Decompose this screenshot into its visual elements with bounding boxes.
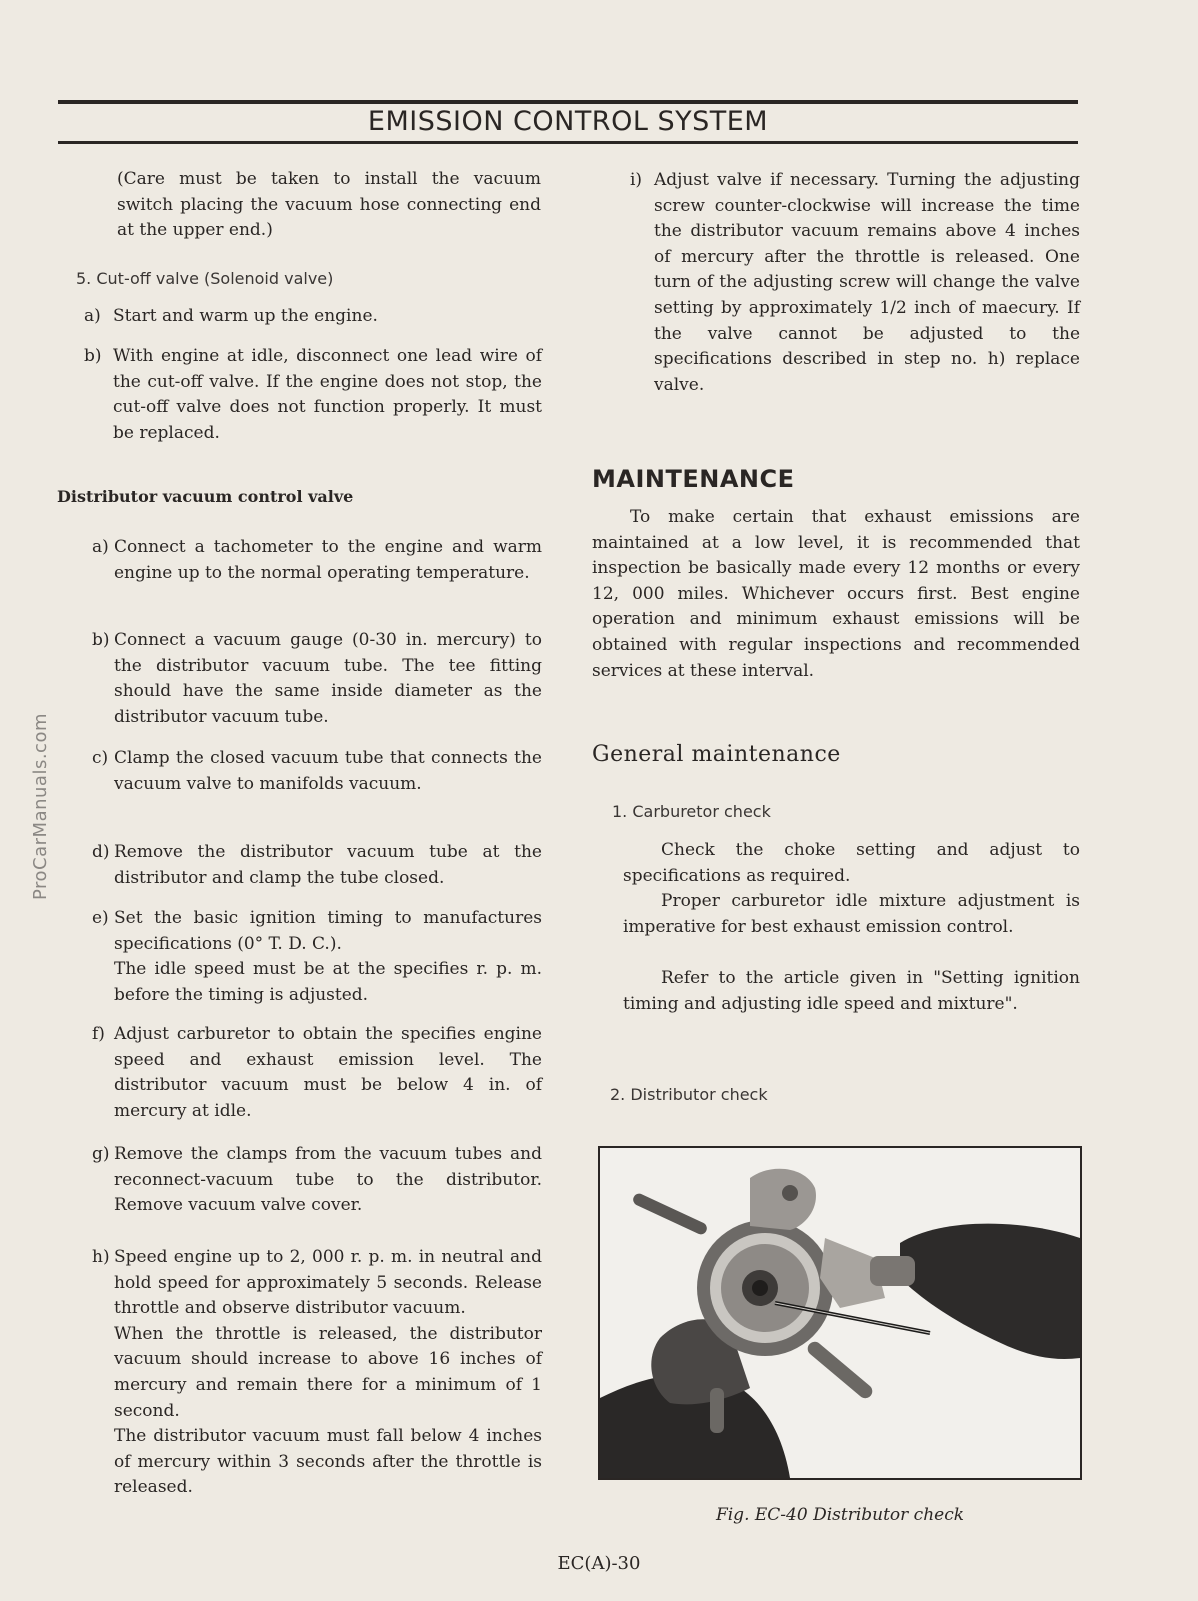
watermark: ProCarManuals.com xyxy=(30,712,51,900)
distributor-illustration xyxy=(600,1148,1080,1478)
step-text-part: The distributor vacuum must fall below 4 inches of mercury within 3 seconds after the throttle is released. xyxy=(114,1426,542,1498)
page-number: EC(A)-30 xyxy=(557,1553,641,1574)
step-label: e) xyxy=(92,908,109,928)
care-note: (Care must be taken to install the vacuum switch placing the vacuum hose connecting end at the upper end.) xyxy=(117,169,541,241)
step-label: h) xyxy=(92,1247,110,1267)
header-rule-top xyxy=(58,100,1078,104)
step-text: Connect a tachometer to the engine and warm engine up to the normal operating temperature. xyxy=(114,537,542,583)
carb-paragraph: Refer to the article given in "Setting ignition timing and adjusting idle speed and mixture". xyxy=(623,968,1080,1014)
carb-paragraph: Proper carburetor idle mixture adjustment is imperative for best exhaust emission control. xyxy=(623,891,1080,937)
step-text: Adjust valve if necessary. Turning the adjusting screw counter-clockwise will increase the time the distributor vacuum remains above 4 inches of mercury after the throttle is released. One turn of the adjusting screw will change the valve setting by approximately 1/2 inch of maecury. If the valve cannot be adjusted to the specifications described in step no. h) replace valve. xyxy=(654,170,1080,395)
step-text-part: Set the basic ignition timing to manufactures specifications (0° T. D. C.). xyxy=(114,908,542,954)
page-title: EMISSION CONTROL SYSTEM xyxy=(367,106,769,137)
step-text: Remove the clamps from the vacuum tubes and reconnect-vacuum tube to the distributor. Remove vacuum valve cover. xyxy=(114,1144,542,1216)
step-text-part: Speed engine up to 2, 000 r. p. m. in neutral and hold speed for approximately 5 seconds. Release throttle and observe distributor vacuum. xyxy=(114,1247,542,1319)
step-text: Remove the distributor vacuum tube at the distributor and clamp the tube closed. xyxy=(114,842,542,888)
step-text xyxy=(114,906,542,1008)
step-text xyxy=(114,1245,542,1501)
item-label: b) xyxy=(84,346,102,366)
header-rule-bottom xyxy=(58,141,1078,144)
distributor-check-heading: 2. Distributor check xyxy=(610,1085,768,1104)
step-text: Connect a vacuum gauge (0-30 in. mercury) to the distributor vacuum tube. The tee fitting should have the same inside diameter as the distributor vacuum tube. xyxy=(114,630,542,727)
carburetor-check-heading: 1. Carburetor check xyxy=(612,802,771,821)
step-label: i) xyxy=(630,170,643,190)
step-text: Clamp the closed vacuum tube that connects the vacuum valve to manifolds vacuum. xyxy=(114,748,542,794)
figure-caption: Fig. EC-40 Distributor check xyxy=(715,1505,965,1525)
step-label: a) xyxy=(92,537,109,557)
maintenance-heading: MAINTENANCE xyxy=(592,465,795,493)
step-label: d) xyxy=(92,842,110,862)
step-text-part: The idle speed must be at the specifies r. p. m. before the timing is adjusted. xyxy=(114,959,542,1005)
carb-paragraph: Check the choke setting and adjust to specifications as required. xyxy=(623,840,1080,886)
cutoff-heading: 5. Cut-off valve (Solenoid valve) xyxy=(76,269,334,288)
item-label: a) xyxy=(84,306,101,326)
general-maintenance-heading: General maintenance xyxy=(592,742,841,767)
step-label: g) xyxy=(92,1144,110,1164)
step-label: b) xyxy=(92,630,110,650)
maintenance-text: To make certain that exhaust emissions are maintained at a low level, it is recommended that inspection be basically made every 12 months or every 12, 000 miles. Whichever occurs first. Best engine operation and minimum exhaust emissions will be obtained with regular inspections and recommended services at these interval. xyxy=(592,507,1080,681)
dist-vacuum-heading: Distributor vacuum control valve xyxy=(57,487,354,506)
step-label: c) xyxy=(92,748,109,768)
item-text: With engine at idle, disconnect one lead wire of the cut-off valve. If the engine does not stop, the cut-off valve does not function properly. It must be replaced. xyxy=(113,346,542,443)
distributor-check-photo xyxy=(598,1146,1082,1480)
step-label: f) xyxy=(92,1024,105,1044)
step-text-part: When the throttle is released, the distributor vacuum should increase to above 16 inches of mercury and remain there for a minimum of 1 second. xyxy=(114,1323,542,1421)
item-text: Start and warm up the engine. xyxy=(113,306,378,326)
step-text: Adjust carburetor to obtain the specifies engine speed and exhaust emission level. The distributor vacuum must be below 4 in. of mercury at idle. xyxy=(114,1024,542,1121)
